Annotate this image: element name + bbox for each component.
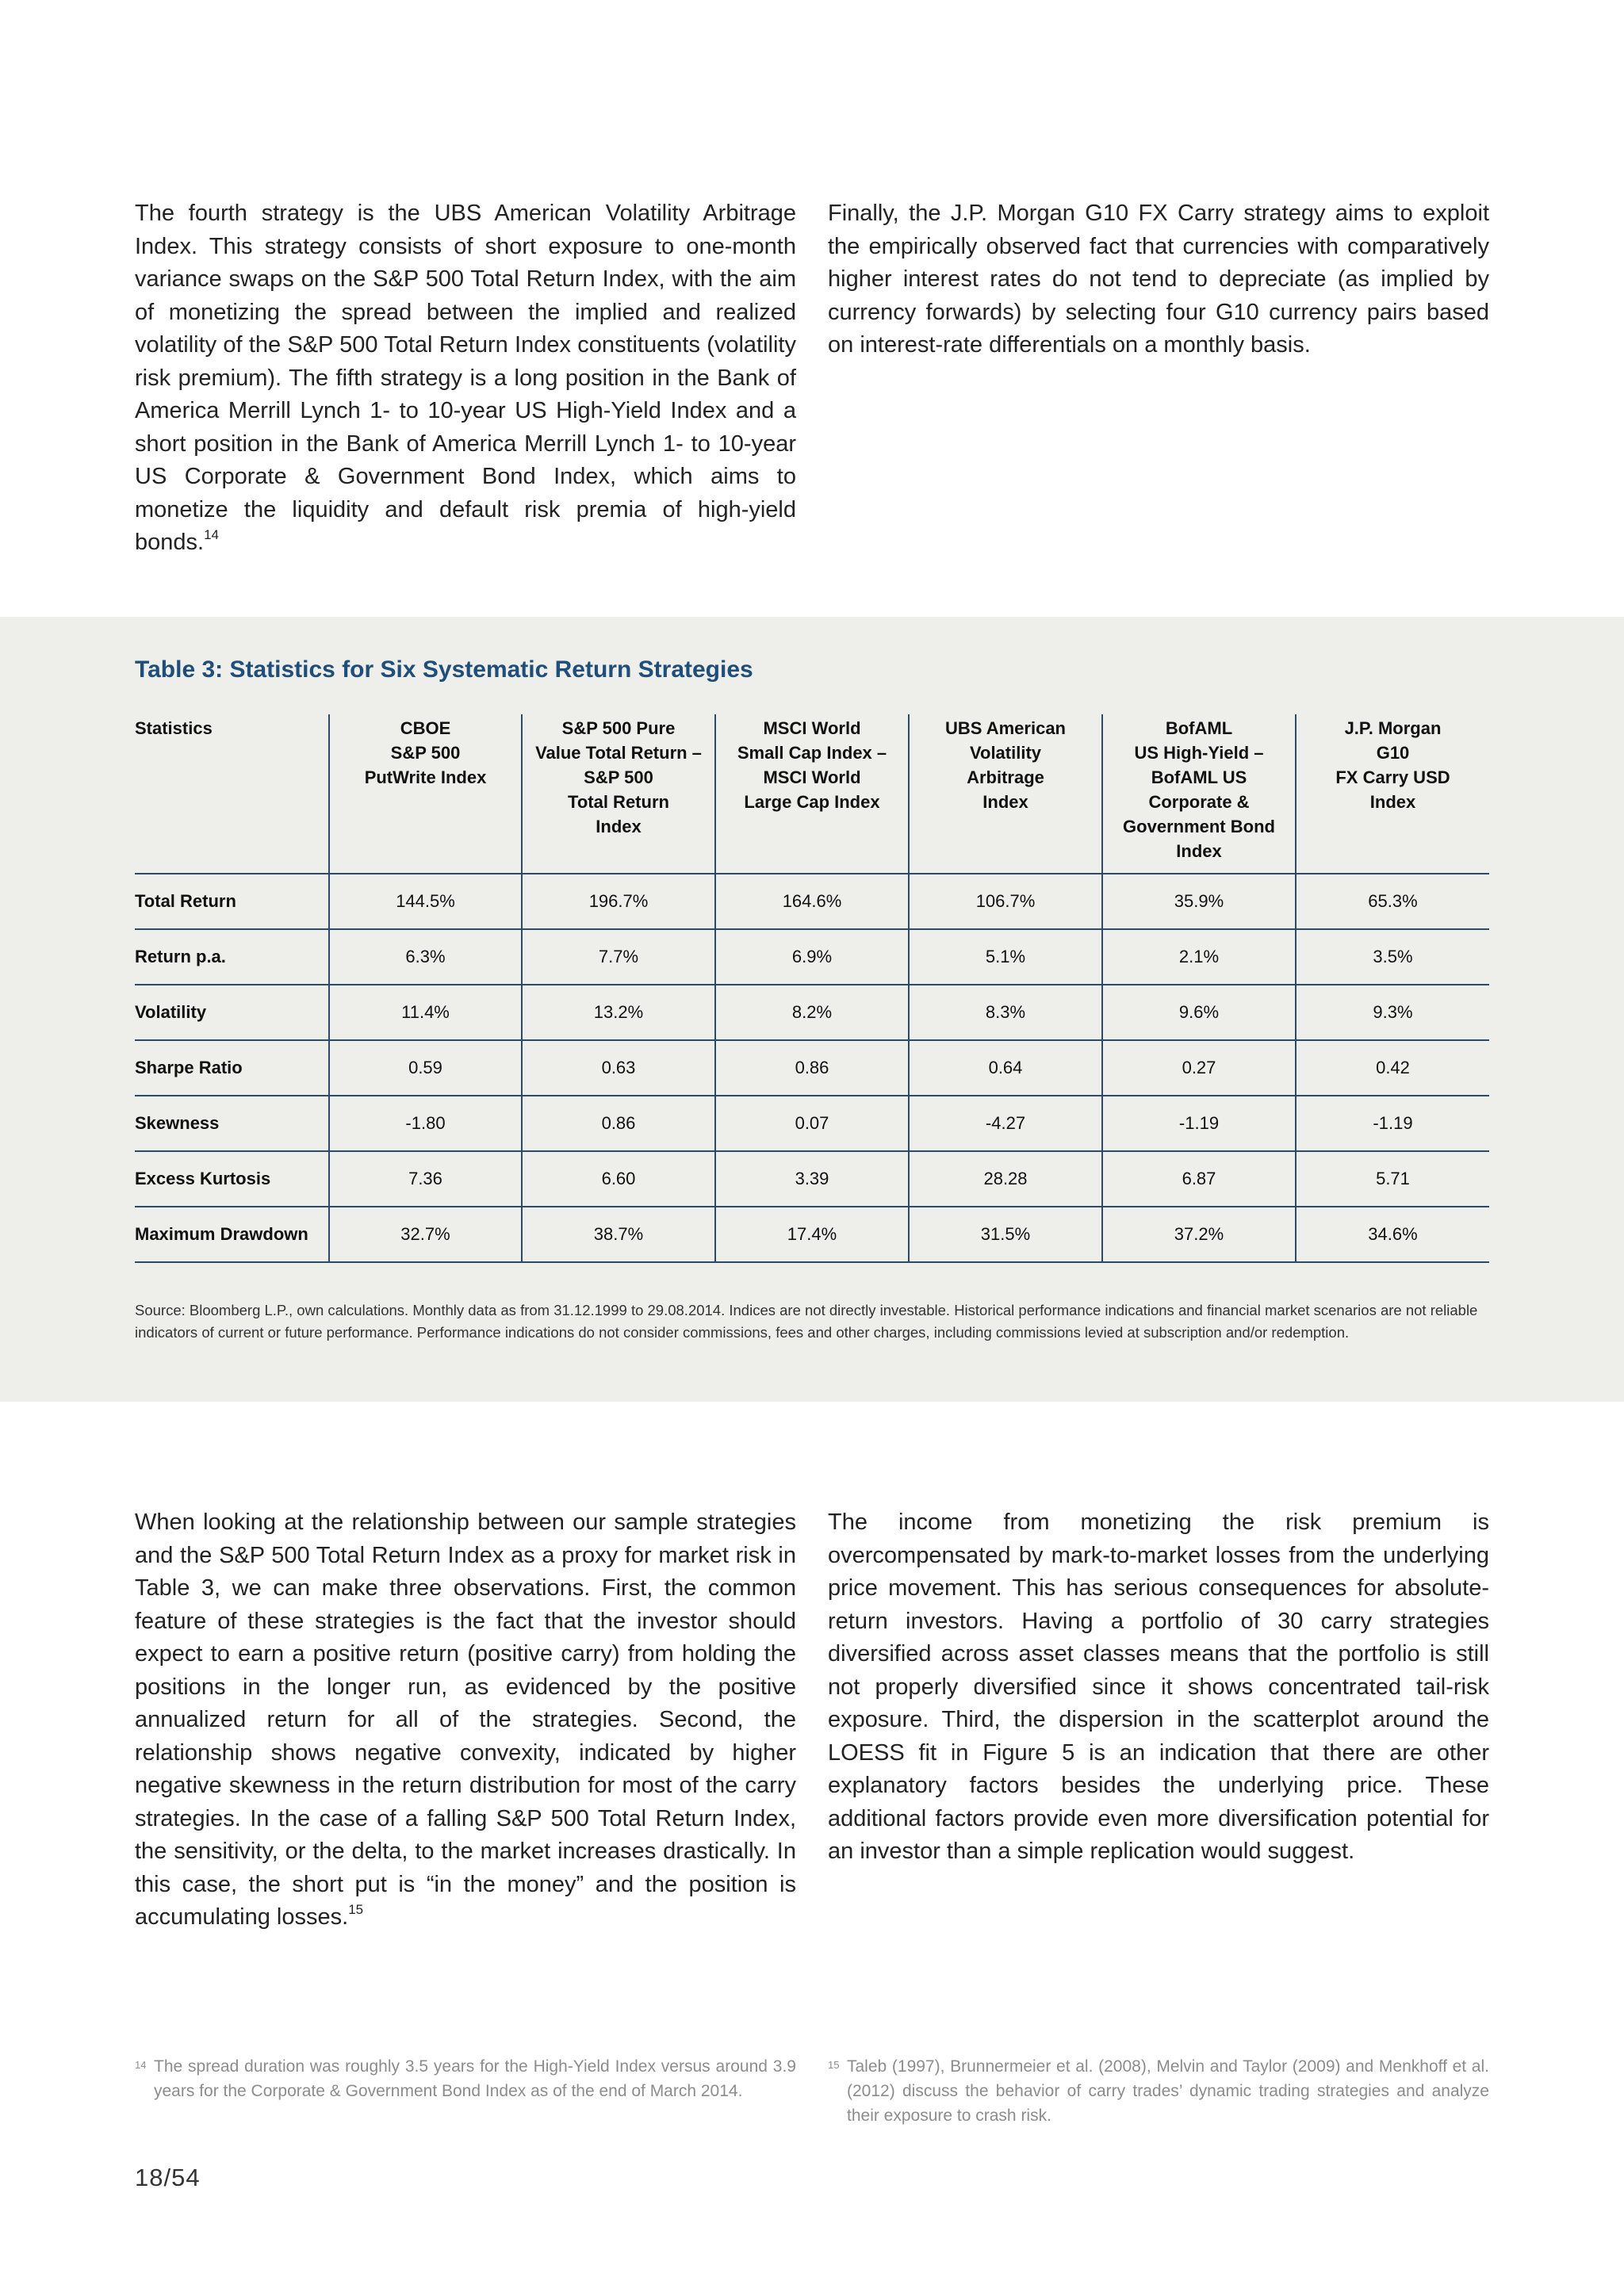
body-paragraph-right [828, 1506, 1489, 1869]
table-cell: 6.9% [715, 929, 909, 985]
table-cell: 0.07 [715, 1096, 909, 1151]
table-cell: 0.64 [909, 1040, 1102, 1096]
table-cell: 0.86 [715, 1040, 909, 1096]
header-col [715, 714, 909, 874]
table-row [135, 1151, 1489, 1207]
header-statistics: Statistics [135, 714, 329, 874]
row-label: Skewness [135, 1096, 329, 1151]
table-cell: -4.27 [909, 1096, 1102, 1151]
header-line: PutWrite Index [364, 767, 487, 787]
table-source-note: Source: Bloomberg L.P., own calculations. Monthly data as from 31.12.1999 to 29.08.2014. Indices are not directly investable. Historical performance indications and financial market scenarios are not reliable indicators of current or future performance. Performance indications do not consider commissions, fees and other charges, including commissions levied at subscription and/or redemption. [135, 1302, 1478, 1341]
header-line: Total Return [568, 792, 669, 812]
table-cell: 35.9% [1102, 874, 1296, 929]
statistics-table [135, 714, 1489, 1263]
footnote-14 [135, 2054, 796, 2103]
header-line: UBS American [944, 718, 1066, 738]
footnote-15 [828, 2054, 1489, 2128]
table-cell: 34.6% [1296, 1207, 1489, 1262]
table-cell: 11.4% [329, 985, 522, 1040]
header-line: MSCI World [763, 767, 861, 787]
row-label: Volatility [135, 985, 329, 1040]
table-cell: 3.39 [715, 1151, 909, 1207]
header-col [1296, 714, 1489, 874]
table-cell: 13.2% [522, 985, 715, 1040]
table-cell: 3.5% [1296, 929, 1489, 985]
table-cell: -1.80 [329, 1096, 522, 1151]
row-label: Sharpe Ratio [135, 1040, 329, 1096]
header-line: Index [1369, 792, 1416, 812]
row-label: Return p.a. [135, 929, 329, 985]
table-cell: 5.1% [909, 929, 1102, 985]
header-line: Corporate & [1148, 792, 1250, 812]
table-cell: 8.2% [715, 985, 909, 1040]
table-cell: 164.6% [715, 874, 909, 929]
table-row [135, 929, 1489, 985]
table-cell: 7.36 [329, 1151, 522, 1207]
table-row [135, 985, 1489, 1040]
table-cell: 0.59 [329, 1040, 522, 1096]
table-cell: -1.19 [1296, 1096, 1489, 1151]
header-line: S&P 500 Pure [561, 718, 676, 738]
header-line: Value Total Return – [535, 743, 702, 763]
header-line: BofAML US [1151, 767, 1247, 787]
table-cell: 7.7% [522, 929, 715, 985]
table-row [135, 1040, 1489, 1096]
footnote-ref-15[interactable]: 15 [348, 1902, 364, 1918]
header-line: BofAML [1165, 718, 1233, 738]
footnote-text: Taleb (1997), Brunnermeier et al. (2008), Melvin and Taylor (2009) and Menkhoff et al. (2012) discuss the behavior of carry trades’ dynamic trading strategies and analyze their exposure to crash risk. [847, 2057, 1489, 2125]
row-label: Total Return [135, 874, 329, 929]
table-cell: 2.1% [1102, 929, 1296, 985]
table-cell: 31.5% [909, 1207, 1102, 1262]
row-label: Excess Kurtosis [135, 1151, 329, 1207]
table-cell: -1.19 [1102, 1096, 1296, 1151]
body-paragraph-left [135, 1506, 796, 1934]
body-left-text: When looking at the relationship between our sample strategies and the S&P 500 Total Return Index as a proxy for market risk in Table 3, we can make three observations. First, the common feature of these strategies is the fact that the investor should expect to earn a positive return (positive carry) from holding the positions in the longer run, as evidenced by the positive annualized return for all of the strategies. Second, the relationship shows negative convexity, indicated by higher negative skewness in the return distribution for most of the carry strategies. In the case of a falling S&P 500 Total Return Index, the sensitivity, or the delta, to the market increases drastically. In this case, the short put is “in the money” and the position is accumulating losses. [135, 1510, 796, 1930]
table-row [135, 1096, 1489, 1151]
table-row [135, 1207, 1489, 1262]
table-cell: 144.5% [329, 874, 522, 929]
header-line: Government Bond [1123, 817, 1275, 836]
header-line: FX Carry USD [1335, 767, 1450, 787]
header-line: Arbitrage [967, 767, 1044, 787]
table-cell: 28.28 [909, 1151, 1102, 1207]
intro-paragraph-right [828, 197, 1489, 362]
header-line: CBOE [400, 718, 451, 738]
intro-left-text: The fourth strategy is the UBS American Volatility Arbitrage Index. This strategy consists of short exposure to one-month variance swaps on the S&P 500 Total Return Index, with the aim of monetizing the spread between the implied and realized volatility of the S&P 500 Total Return Index constituents (volatility risk premium). The fifth strategy is a long position in the Bank of America Merrill Lynch 1- to 10-year US High-Yield Index and a short position in the Bank of America Merrill Lynch 1- to 10-year US Corporate & Government Bond Index, which aims to monetize the liquidity and default risk premia of high-yield bonds. [135, 201, 796, 555]
page-number: 18/54 [135, 2164, 201, 2191]
table-cell: 6.87 [1102, 1151, 1296, 1207]
table-cell: 37.2% [1102, 1207, 1296, 1262]
table-cell: 6.60 [522, 1151, 715, 1207]
header-col [522, 714, 715, 874]
footnote-text: The spread duration was roughly 3.5 years for the High-Yield Index versus around 3.9 years for the Corporate & Government Bond Index as of the end of March 2014. [154, 2057, 796, 2100]
footnote-ref-14[interactable]: 14 [204, 527, 219, 543]
header-line: Large Cap Index [744, 792, 880, 812]
footnote-number: 14 [135, 2059, 147, 2071]
header-line: S&P 500 [390, 743, 461, 763]
table-cell: 6.3% [329, 929, 522, 985]
header-col [1102, 714, 1296, 874]
table-cell: 0.86 [522, 1096, 715, 1151]
header-line: Volatility [969, 743, 1042, 763]
header-line: Index [1176, 841, 1222, 861]
body-right-text: The income from monetizing the risk premium is overcompensated by mark-to-market losses from the underlying price movement. This has serious consequences for absolute-return investors. Having a portfolio of 30 carry strategies diversified across asset classes means that the portfolio is still not properly diversified since it shows concentrated tail-risk exposure. Third, the dispersion in the scatterplot around the LOESS fit in Figure 5 is an indication that there are other explanatory factors besides the underlying price. These additional factors provide even more diversification potential for an investor than a simple replication would suggest. [828, 1510, 1489, 1864]
table-header-row [135, 714, 1489, 874]
table-cell: 5.71 [1296, 1151, 1489, 1207]
table-cell: 106.7% [909, 874, 1102, 929]
footnote-number: 15 [828, 2059, 840, 2071]
row-label: Maximum Drawdown [135, 1207, 329, 1262]
table-title: Table 3: Statistics for Six Systematic Return Strategies [135, 656, 753, 683]
header-line: S&P 500 [584, 767, 653, 787]
header-col [329, 714, 522, 874]
table-cell: 196.7% [522, 874, 715, 929]
table-cell: 38.7% [522, 1207, 715, 1262]
table-body [135, 874, 1489, 1262]
table-cell: 8.3% [909, 985, 1102, 1040]
header-line: Small Cap Index – [737, 743, 887, 763]
table-cell: 0.27 [1102, 1040, 1296, 1096]
intro-right-text: Finally, the J.P. Morgan G10 FX Carry strategy aims to exploit the empirically observed fact that currencies with comparatively higher interest rates do not tend to depreciate (as implied by currency forwards) by selecting four G10 currency pairs based on interest-rate differentials on a monthly basis. [828, 201, 1489, 358]
table-cell: 0.63 [522, 1040, 715, 1096]
table-cell: 32.7% [329, 1207, 522, 1262]
header-line: Index [982, 792, 1028, 812]
table-cell: 9.6% [1102, 985, 1296, 1040]
table-cell: 0.42 [1296, 1040, 1489, 1096]
header-line: J.P. Morgan [1344, 718, 1442, 738]
table-cell: 9.3% [1296, 985, 1489, 1040]
header-line: Index [596, 817, 642, 836]
table-cell: 17.4% [715, 1207, 909, 1262]
table-cell: 65.3% [1296, 874, 1489, 929]
header-col [909, 714, 1102, 874]
header-line: MSCI World [763, 718, 861, 738]
header-line: G10 [1376, 743, 1410, 763]
intro-paragraph-left [135, 197, 796, 560]
table-row [135, 874, 1489, 929]
header-line: US High-Yield – [1134, 743, 1264, 763]
